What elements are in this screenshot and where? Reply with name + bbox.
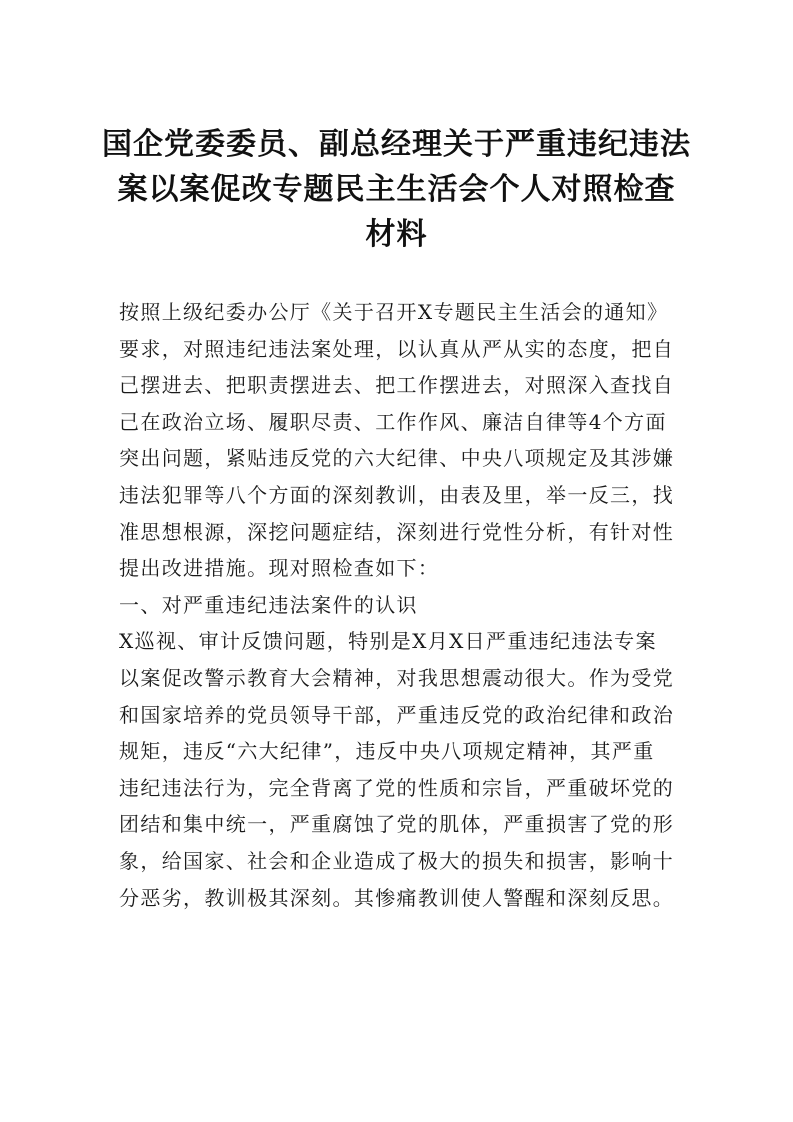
section-paragraph-line: 和国家培养的党员领导干部，严重违反党的政治纪律和政治	[119, 702, 675, 727]
section-paragraph-line: 象，给国家、社会和企业造成了极大的损失和损害，影响十	[119, 848, 675, 873]
intro-paragraph-line: 己摆进去、把职责摆进去、把工作摆进去，对照深入查找自	[119, 373, 675, 398]
intro-paragraph-line: 突出问题，紧贴违反党的六大纪律、中央八项规定及其涉嫌	[119, 446, 675, 471]
section-paragraph-line: 违纪违法行为，完全背离了党的性质和宗旨，严重破坏党的	[119, 775, 675, 800]
intro-paragraph-line: 准思想根源，深挖问题症结，深刻进行党性分析，有针对性	[119, 519, 675, 544]
document-body	[119, 294, 679, 916]
section-paragraph-line: X巡视、审计反馈问题，特别是X月X日严重违纪违法专案	[119, 629, 657, 654]
intro-paragraph-line: 己在政治立场、履职尽责、工作作风、廉洁自律等4个方面	[119, 409, 667, 434]
intro-paragraph-line: 按照上级纪委办公厅《关于召开X专题民主生活会的通知》	[119, 300, 669, 324]
intro-paragraph-line: 违法犯罪等八个方面的深刻教训，由表及里，举一反三，找	[119, 482, 675, 507]
document-title	[95, 122, 698, 257]
section-paragraph-line: 以案促改警示教育大会精神，对我思想震动很大。作为受党	[119, 665, 675, 690]
intro-paragraph-line: 要求，对照违纪违法案处理，以认真从严从实的态度，把自	[119, 336, 675, 361]
section-heading: 一、对严重违纪违法案件的认识	[119, 592, 418, 617]
title-line: 材料	[365, 217, 428, 252]
intro-paragraph-line: 提出改进措施。现对照检查如下：	[119, 556, 440, 581]
section-paragraph-line: 分恶劣，教训极其深刻。其惨痛教训使人警醒和深刻反思。	[119, 885, 675, 910]
title-line: 国企党委委员、副总经理关于严重违纪违法	[102, 127, 691, 162]
section-paragraph-line: 规矩，违反“六大纪律”，违反中央八项规定精神，其严重	[119, 739, 655, 764]
title-line: 案以案促改专题民主生活会个人对照检查	[117, 172, 676, 207]
section-paragraph-line: 团结和集中统一，严重腐蚀了党的肌体，严重损害了党的形	[119, 812, 675, 837]
